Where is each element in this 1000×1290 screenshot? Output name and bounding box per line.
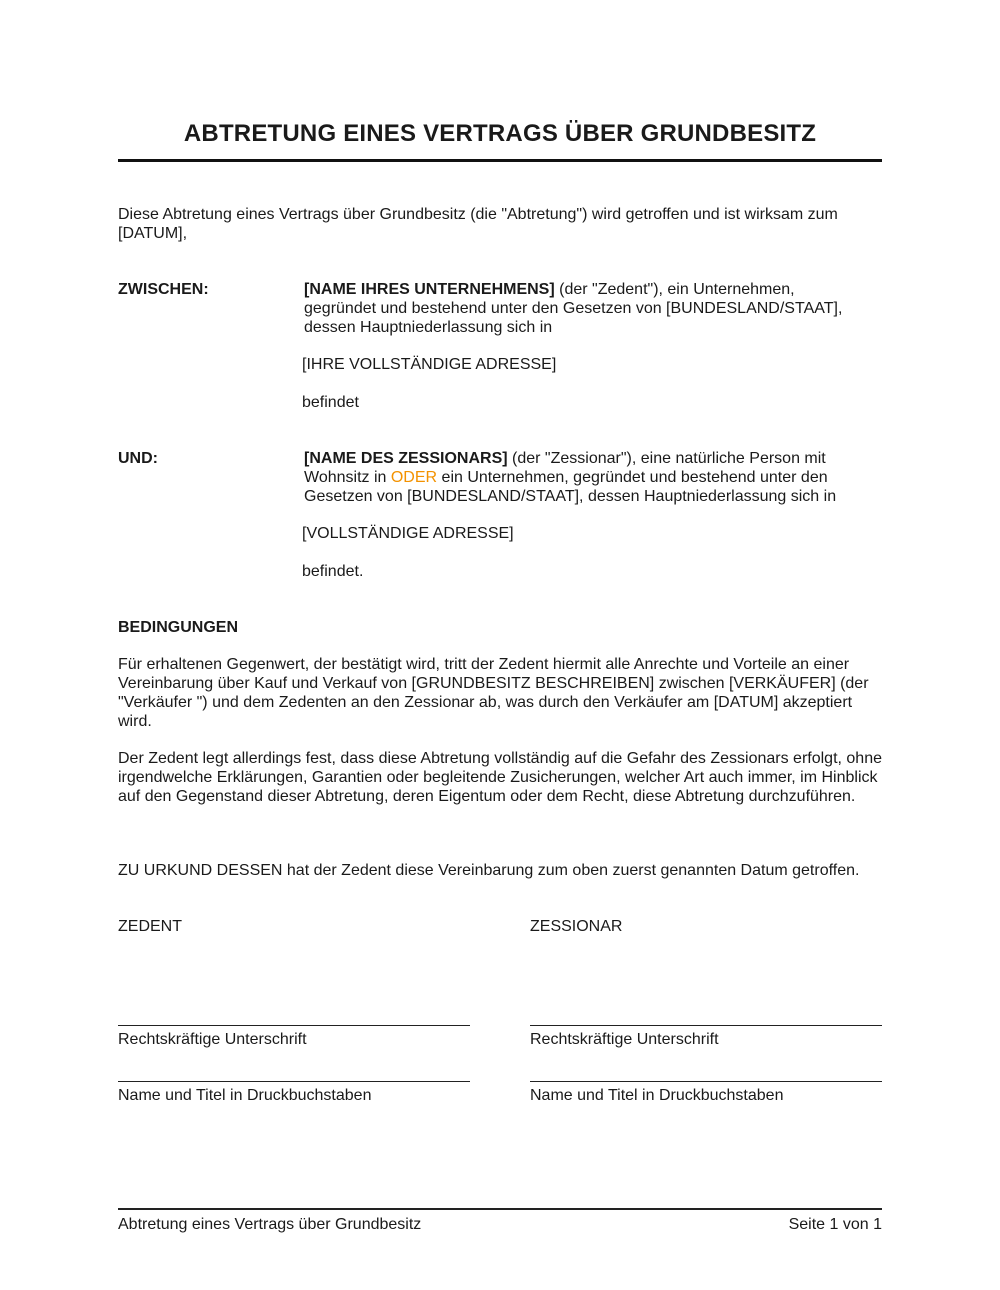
title-rule bbox=[118, 159, 882, 162]
signature-label-left: Rechtskräftige Unterschrift bbox=[118, 1031, 307, 1048]
footer-page-number: Seite 1 von 1 bbox=[788, 1216, 882, 1233]
terms-paragraph-1: Für erhaltenen Gegenwert, der bestätigt wird, tritt der Zedent hiermit alle Anrechte und Vorteile an einer Vereinbarung über Kauf und Verkauf von [GRUNDBESITZ BESCHREIBEN] zwischen [VERKÄUFER] (der "Verkäufer ") und dem Zedenten an den Zessionar ab, was durch den Verkäufer am [DATUM] akzeptiert wird. bbox=[118, 656, 869, 730]
terms-heading: BEDINGUNGEN bbox=[118, 619, 239, 636]
witness-clause: ZU URKUND DESSEN hat der Zedent diese Vereinbarung zum oben zuerst genannten Datum getroffen. bbox=[118, 862, 860, 879]
party2-description bbox=[304, 449, 864, 506]
party1-description bbox=[304, 280, 864, 337]
party1-closing: befindet bbox=[302, 394, 359, 411]
footer-rule bbox=[118, 1208, 882, 1210]
party2-oder: ODER bbox=[390, 469, 438, 486]
signature-label-right: Rechtskräftige Unterschrift bbox=[530, 1031, 719, 1048]
party1-address: [IHRE VOLLSTÄNDIGE ADRESSE] bbox=[302, 356, 557, 373]
signature-line-left bbox=[118, 1025, 470, 1026]
party1-name: [NAME IHRES UNTERNEHMENS] bbox=[304, 281, 555, 298]
party2-name: [NAME DES ZESSIONARS] bbox=[304, 450, 508, 467]
signature-heading-zedent: ZEDENT bbox=[118, 918, 182, 935]
name-line-right bbox=[530, 1081, 882, 1082]
party2-closing: befindet. bbox=[302, 563, 364, 580]
document-title: ABTRETUNG EINES VERTRAGS ÜBER GRUNDBESITZ bbox=[183, 120, 817, 147]
party1-label: ZWISCHEN: bbox=[118, 281, 209, 298]
name-label-left: Name und Titel in Druckbuchstaben bbox=[118, 1087, 372, 1104]
party2-text-a: (der "Zessionar"), eine natürliche Person mit Wohnsitz in bbox=[304, 450, 826, 486]
signature-line-right bbox=[530, 1025, 882, 1026]
name-label-right: Name und Titel in Druckbuchstaben bbox=[530, 1087, 784, 1104]
footer-document-title: Abtretung eines Vertrags über Grundbesitz bbox=[118, 1216, 422, 1233]
signature-heading-zessionar: ZESSIONAR bbox=[530, 918, 623, 935]
intro-paragraph: Diese Abtretung eines Vertrags über Grundbesitz (die "Abtretung") wird getroffen und ist wirksam zum [DATUM], bbox=[118, 206, 838, 242]
terms-paragraph-2: Der Zedent legt allerdings fest, dass diese Abtretung vollständig auf die Gefahr des Zessionars erfolgt, ohne irgendwelche Erklärungen, Garantien oder begleitende Zusicherungen, welcher Art auch immer, im Hinblick auf den Gegenstand dieser Abtretung, deren Eigentum oder dem Recht, diese Abtretung durchzuführen. bbox=[118, 750, 882, 805]
party2-address: [VOLLSTÄNDIGE ADRESSE] bbox=[302, 525, 514, 542]
party1-text: (der "Zedent"), ein Unternehmen, gegründet und bestehend unter den Gesetzen von [BUNDESLAND/STAAT], dessen Hauptniederlassung sich in bbox=[304, 281, 843, 336]
party2-text-b: ein Unternehmen, gegründet und bestehend unter den Gesetzen von [BUNDESLAND/STAAT], dessen Hauptniederlassung sich in bbox=[304, 469, 837, 505]
name-line-left bbox=[118, 1081, 470, 1082]
party2-label: UND: bbox=[118, 450, 158, 467]
